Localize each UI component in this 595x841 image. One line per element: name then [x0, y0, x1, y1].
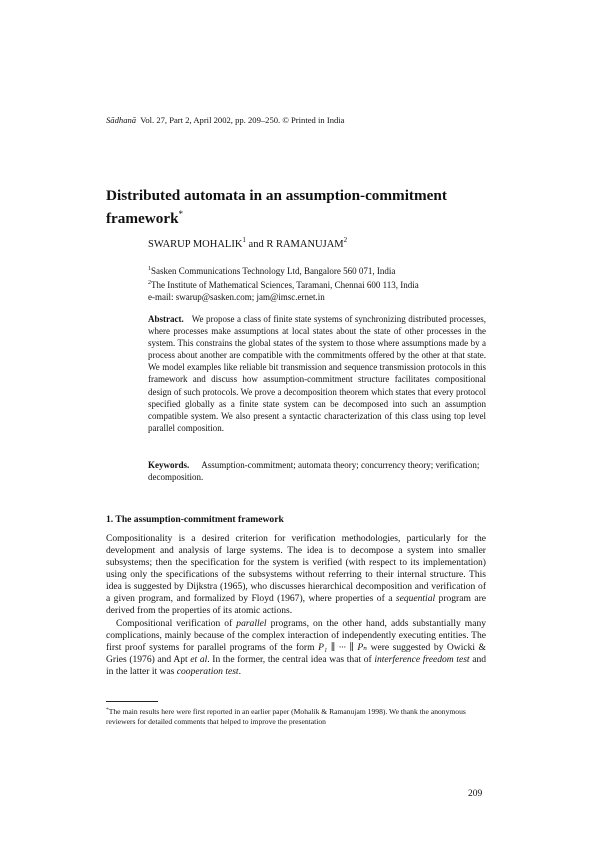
footnote-divider: [106, 701, 158, 702]
author-list: [148, 236, 347, 250]
paragraph-2-text-b: programs, on the other hand, adds substantially many complications, mainly because of the complex interaction of independently executing entities. The first proof systems for parallel programs of the form: [106, 617, 487, 653]
keywords: [148, 459, 486, 483]
affiliation-2-mark: 2: [148, 280, 151, 286]
author-1: SWARUP MOHALIK: [148, 239, 243, 250]
paragraph-2: [106, 618, 486, 678]
paragraph-2-text-d: . In the former, the central idea was that of: [207, 653, 375, 665]
author-1-affil-mark: 1: [242, 236, 246, 244]
title-line-2: framework: [106, 210, 179, 227]
journal-header: [106, 115, 345, 125]
paragraph-2-text-a: Compositional verification of: [116, 617, 237, 629]
paragraph-2-emphasis-interference: interference freedom test: [374, 653, 470, 665]
section-heading: 1. The assumption-commitment framework: [106, 514, 284, 525]
paragraph-2-emphasis-parallel: parallel: [236, 617, 267, 629]
page-number: 209: [468, 789, 483, 799]
paragraph-2-emphasis-cooperation: cooperation test: [176, 665, 239, 677]
contact-email[interactable]: e-mail: swarup@sasken.com; jam@imsc.ernet.in: [148, 292, 325, 302]
author-2-affil-mark: 2: [343, 236, 348, 244]
affiliations: [148, 263, 419, 303]
footnote-mark: *: [106, 707, 109, 713]
paragraph-2-text-e: and in the latter it was: [106, 653, 487, 677]
body-text: [106, 533, 486, 678]
paragraph-2-text-f: .: [238, 665, 241, 677]
journal-citation: Vol. 27, Part 2, April 2002, pp. 209–250. © Printed in India: [140, 115, 345, 125]
paper-title: [106, 186, 506, 228]
footnote-text: The main results here were first reported in an earlier paper (Mohalik & Ramanujam 1998). We thank the anonymous reviewers for detailed comments that helped to improve the presentation: [106, 707, 466, 726]
affiliation-2-text: The Institute of Mathematical Sciences, Taramani, Chennai 600 113, India: [151, 280, 419, 290]
paragraph-2-text-c: were suggested by Owicki & Gries (1976) and Apt: [106, 641, 486, 665]
paragraph-1: [106, 533, 486, 618]
journal-name: Sādhanā: [106, 115, 137, 125]
affiliation-1-text: Sasken Communications Technology Ltd, Bangalore 560 071, India: [151, 266, 396, 276]
keywords-label: Keywords.: [148, 460, 190, 470]
paragraph-2-emphasis-etal: et al: [190, 653, 208, 665]
affiliation-1-mark: 1: [148, 266, 151, 272]
keywords-text: Assumption-commitment; automata theory; concurrency theory; verification; decomposition.: [148, 460, 480, 483]
paragraph-1-text-b: program are derived from the properties of its atomic actions.: [106, 593, 486, 617]
affiliation-1: [148, 263, 419, 277]
author-2: and R RAMANUJAM: [245, 239, 344, 250]
title-footnote-mark: *: [178, 209, 184, 219]
footnote: [106, 705, 486, 727]
title-line-1: Distributed automata in an assumption-commitment: [106, 187, 447, 204]
abstract: [148, 313, 486, 434]
paragraph-1-emphasis: sequential: [395, 593, 436, 605]
affiliation-2: [148, 277, 419, 291]
abstract-text: We propose a class of finite state systems of synchronizing distributed processes, where processes make assumptions at local states about the state of other processes in the system. This constrains the global states of the system to those where assumptions made by a process about another are compatible with the commitments offered by the other at that state. We model examples like reliable bit transmission and sequence transmission protocols in this framework and discuss how assumption-commitment structure facilitates compositional design of such protocols. We prove a decomposition theorem which states that every protocol specified globally as a finite state system can be decomposed into such an assumption compatible system. We also present a syntactic characterization of this class using top level parallel composition.: [148, 314, 486, 433]
paragraph-1-text-a: Compositionality is a desired criterion for verification methodologies, particularly for the development and analysis of large systems. The idea is to decompose a system into smaller subsystems; then the specification for the system is verified (with respect to its implementation) using only the specifications of the subsystems without referring to their internal structure. This idea is suggested by Dijkstra (1965), who discusses hierarchical decomposition and verification of a given program, and formalized by Floyd (1967), where properties of a: [106, 533, 486, 605]
abstract-label: Abstract.: [148, 314, 184, 324]
parallel-program-formula: P₁ ∥ ··· ∥ Pₙ: [318, 641, 368, 653]
